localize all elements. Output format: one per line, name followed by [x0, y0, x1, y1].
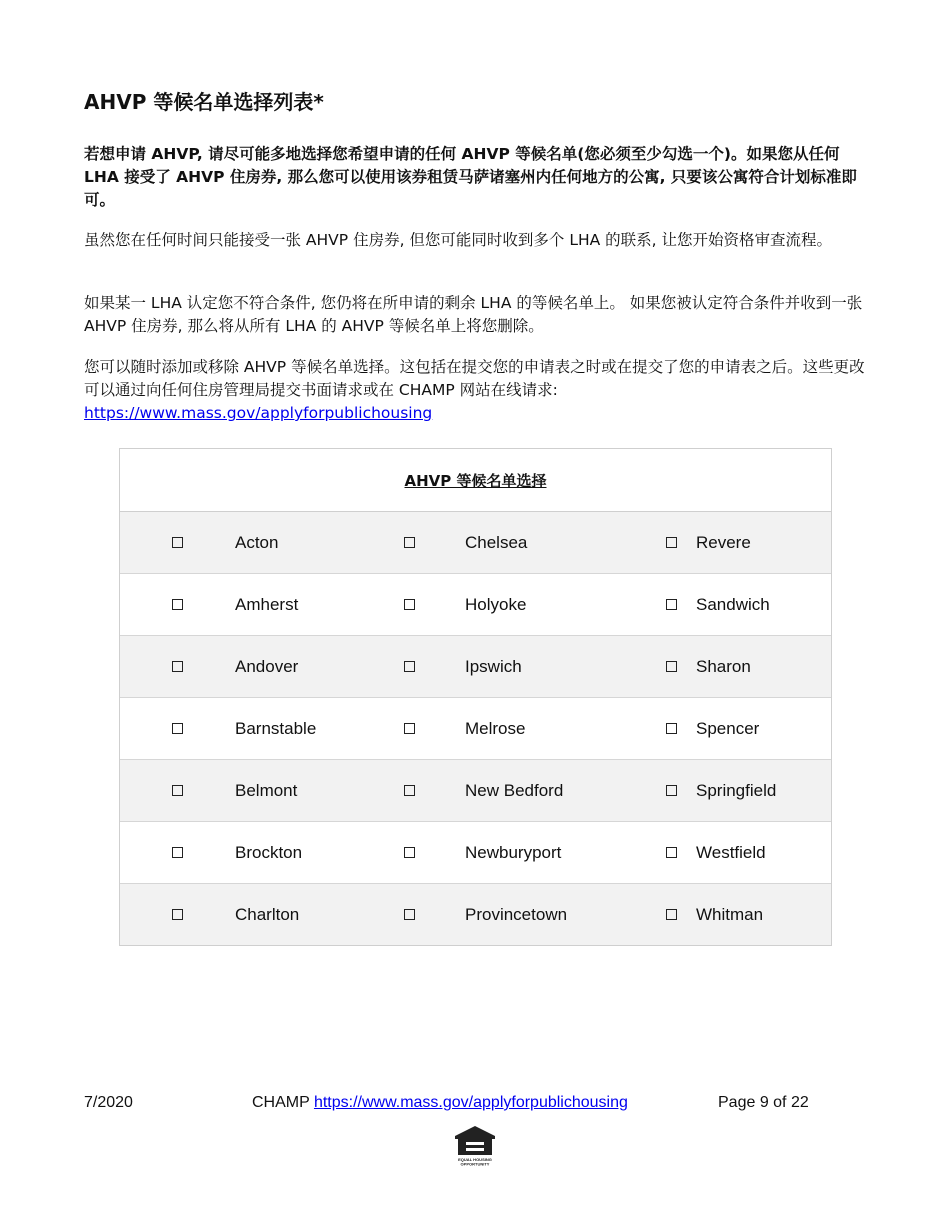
paragraph-changes [84, 356, 874, 425]
checkbox-icon[interactable] [666, 661, 677, 672]
checkbox-cell [172, 884, 183, 945]
checkbox-icon[interactable] [404, 599, 415, 610]
checkbox-icon[interactable] [172, 723, 183, 734]
checkbox-icon[interactable] [666, 537, 677, 548]
checkbox-cell [172, 512, 183, 573]
table-row [120, 512, 831, 574]
checkbox-cell [404, 636, 415, 697]
footer-date: 7/2020 [84, 1094, 133, 1111]
city-name: Sandwich [696, 594, 770, 614]
city-name: Chelsea [465, 532, 528, 552]
city-name: Westfield [696, 842, 766, 862]
table-row [120, 698, 831, 760]
checkbox-icon[interactable] [404, 661, 415, 672]
checkbox-icon[interactable] [172, 909, 183, 920]
city-name: Springfield [696, 780, 777, 800]
checkbox-icon[interactable] [404, 537, 415, 548]
table-row [120, 884, 831, 945]
checkbox-icon[interactable] [404, 847, 415, 858]
city-name: Revere [696, 532, 751, 552]
page-title: AHVP 等候名单选择列表* [84, 90, 324, 114]
table-row [120, 822, 831, 884]
checkbox-icon[interactable] [666, 599, 677, 610]
city-name: Acton [235, 532, 279, 552]
svg-text:OPPORTUNITY: OPPORTUNITY [460, 1161, 490, 1166]
table-row [120, 760, 831, 822]
checkbox-cell [666, 760, 677, 821]
city-name: Holyoke [465, 594, 527, 614]
city-name: Newburyport [465, 842, 562, 862]
checkbox-cell [404, 822, 415, 883]
checkbox-cell [666, 884, 677, 945]
footer-champ-label: CHAMP [252, 1094, 310, 1111]
city-name: Brockton [235, 842, 303, 862]
checkbox-icon[interactable] [404, 785, 415, 796]
checkbox-cell [172, 822, 183, 883]
checkbox-icon[interactable] [172, 537, 183, 548]
city-name: Charlton [235, 904, 300, 924]
city-name: Whitman [696, 904, 764, 924]
city-name: Ipswich [465, 656, 522, 676]
checkbox-cell [172, 574, 183, 635]
footer-champ [252, 1094, 628, 1112]
paragraph-eligibility: 如果某一 LHA 认定您不符合条件, 您仍将在所申请的剩余 LHA 的等候名单上。 如果您被认定符合条件并收到一张 AHVP 住房券, 那么将从所有 LHA 的 AHVP 等候名单上将您删除。 [84, 294, 863, 335]
footer-link[interactable]: https://www.mass.gov/applyforpublichousing [313, 1094, 628, 1111]
checkbox-icon[interactable] [666, 785, 677, 796]
city-name: Barnstable [235, 718, 317, 738]
city-name: Andover [235, 656, 299, 676]
city-name: New Bedford [465, 780, 564, 800]
equal-housing-opportunity-icon [451, 1124, 499, 1166]
waitlist-table [119, 448, 832, 946]
city-name: Belmont [235, 780, 298, 800]
city-name: Amherst [235, 594, 299, 614]
checkbox-icon[interactable] [172, 785, 183, 796]
checkbox-cell [666, 636, 677, 697]
footer-page-number: Page 9 of 22 [718, 1094, 809, 1111]
checkbox-cell [666, 822, 677, 883]
table-row [120, 636, 831, 698]
checkbox-cell [404, 698, 415, 759]
checkbox-cell [666, 698, 677, 759]
paragraph-multiple-contacts: 虽然您在任何时间只能接受一张 AHVP 住房券, 但您可能同时收到多个 LHA 的联系, 让您开始资格审查流程。 [84, 231, 833, 249]
city-name: Melrose [465, 718, 526, 738]
city-name: Provincetown [465, 904, 568, 924]
city-name: Sharon [696, 656, 751, 676]
checkbox-cell [172, 760, 183, 821]
checkbox-icon[interactable] [404, 723, 415, 734]
checkbox-icon[interactable] [666, 847, 677, 858]
checkbox-icon[interactable] [172, 847, 183, 858]
table-header [120, 449, 831, 512]
city-name: Spencer [696, 718, 760, 738]
checkbox-cell [404, 574, 415, 635]
intro-paragraph: 若想申请 AHVP, 请尽可能多地选择您希望申请的任何 AHVP 等候名单(您必须至少勾选一个)。如果您从任何 LHA 接受了 AHVP 住房券, 那么您可以使用该券租赁马萨诸塞州内任何地方的公寓, 只要该公寓符合计划标准即可。 [84, 145, 857, 209]
checkbox-icon[interactable] [666, 723, 677, 734]
checkbox-cell [404, 512, 415, 573]
checkbox-icon[interactable] [404, 909, 415, 920]
champ-link[interactable]: https://www.mass.gov/applyforpublichousing [84, 404, 433, 422]
checkbox-icon[interactable] [172, 661, 183, 672]
checkbox-icon[interactable] [172, 599, 183, 610]
logo-caption: EQUAL HOUSING [458, 1157, 492, 1162]
checkbox-icon[interactable] [666, 909, 677, 920]
checkbox-cell [172, 636, 183, 697]
checkbox-cell [666, 512, 677, 573]
table-row [120, 574, 831, 636]
paragraph-changes-text: 您可以随时添加或移除 AHVP 等候名单选择。这包括在提交您的申请表之时或在提交了您的申请表之后。这些更改可以通过向任何住房管理局提交书面请求或在 CHAMP 网站在线请求: [84, 358, 865, 399]
checkbox-cell [404, 884, 415, 945]
checkbox-cell [666, 574, 677, 635]
checkbox-cell [172, 698, 183, 759]
checkbox-cell [404, 760, 415, 821]
table-header-label: AHVP 等候名单选择 [404, 471, 547, 490]
